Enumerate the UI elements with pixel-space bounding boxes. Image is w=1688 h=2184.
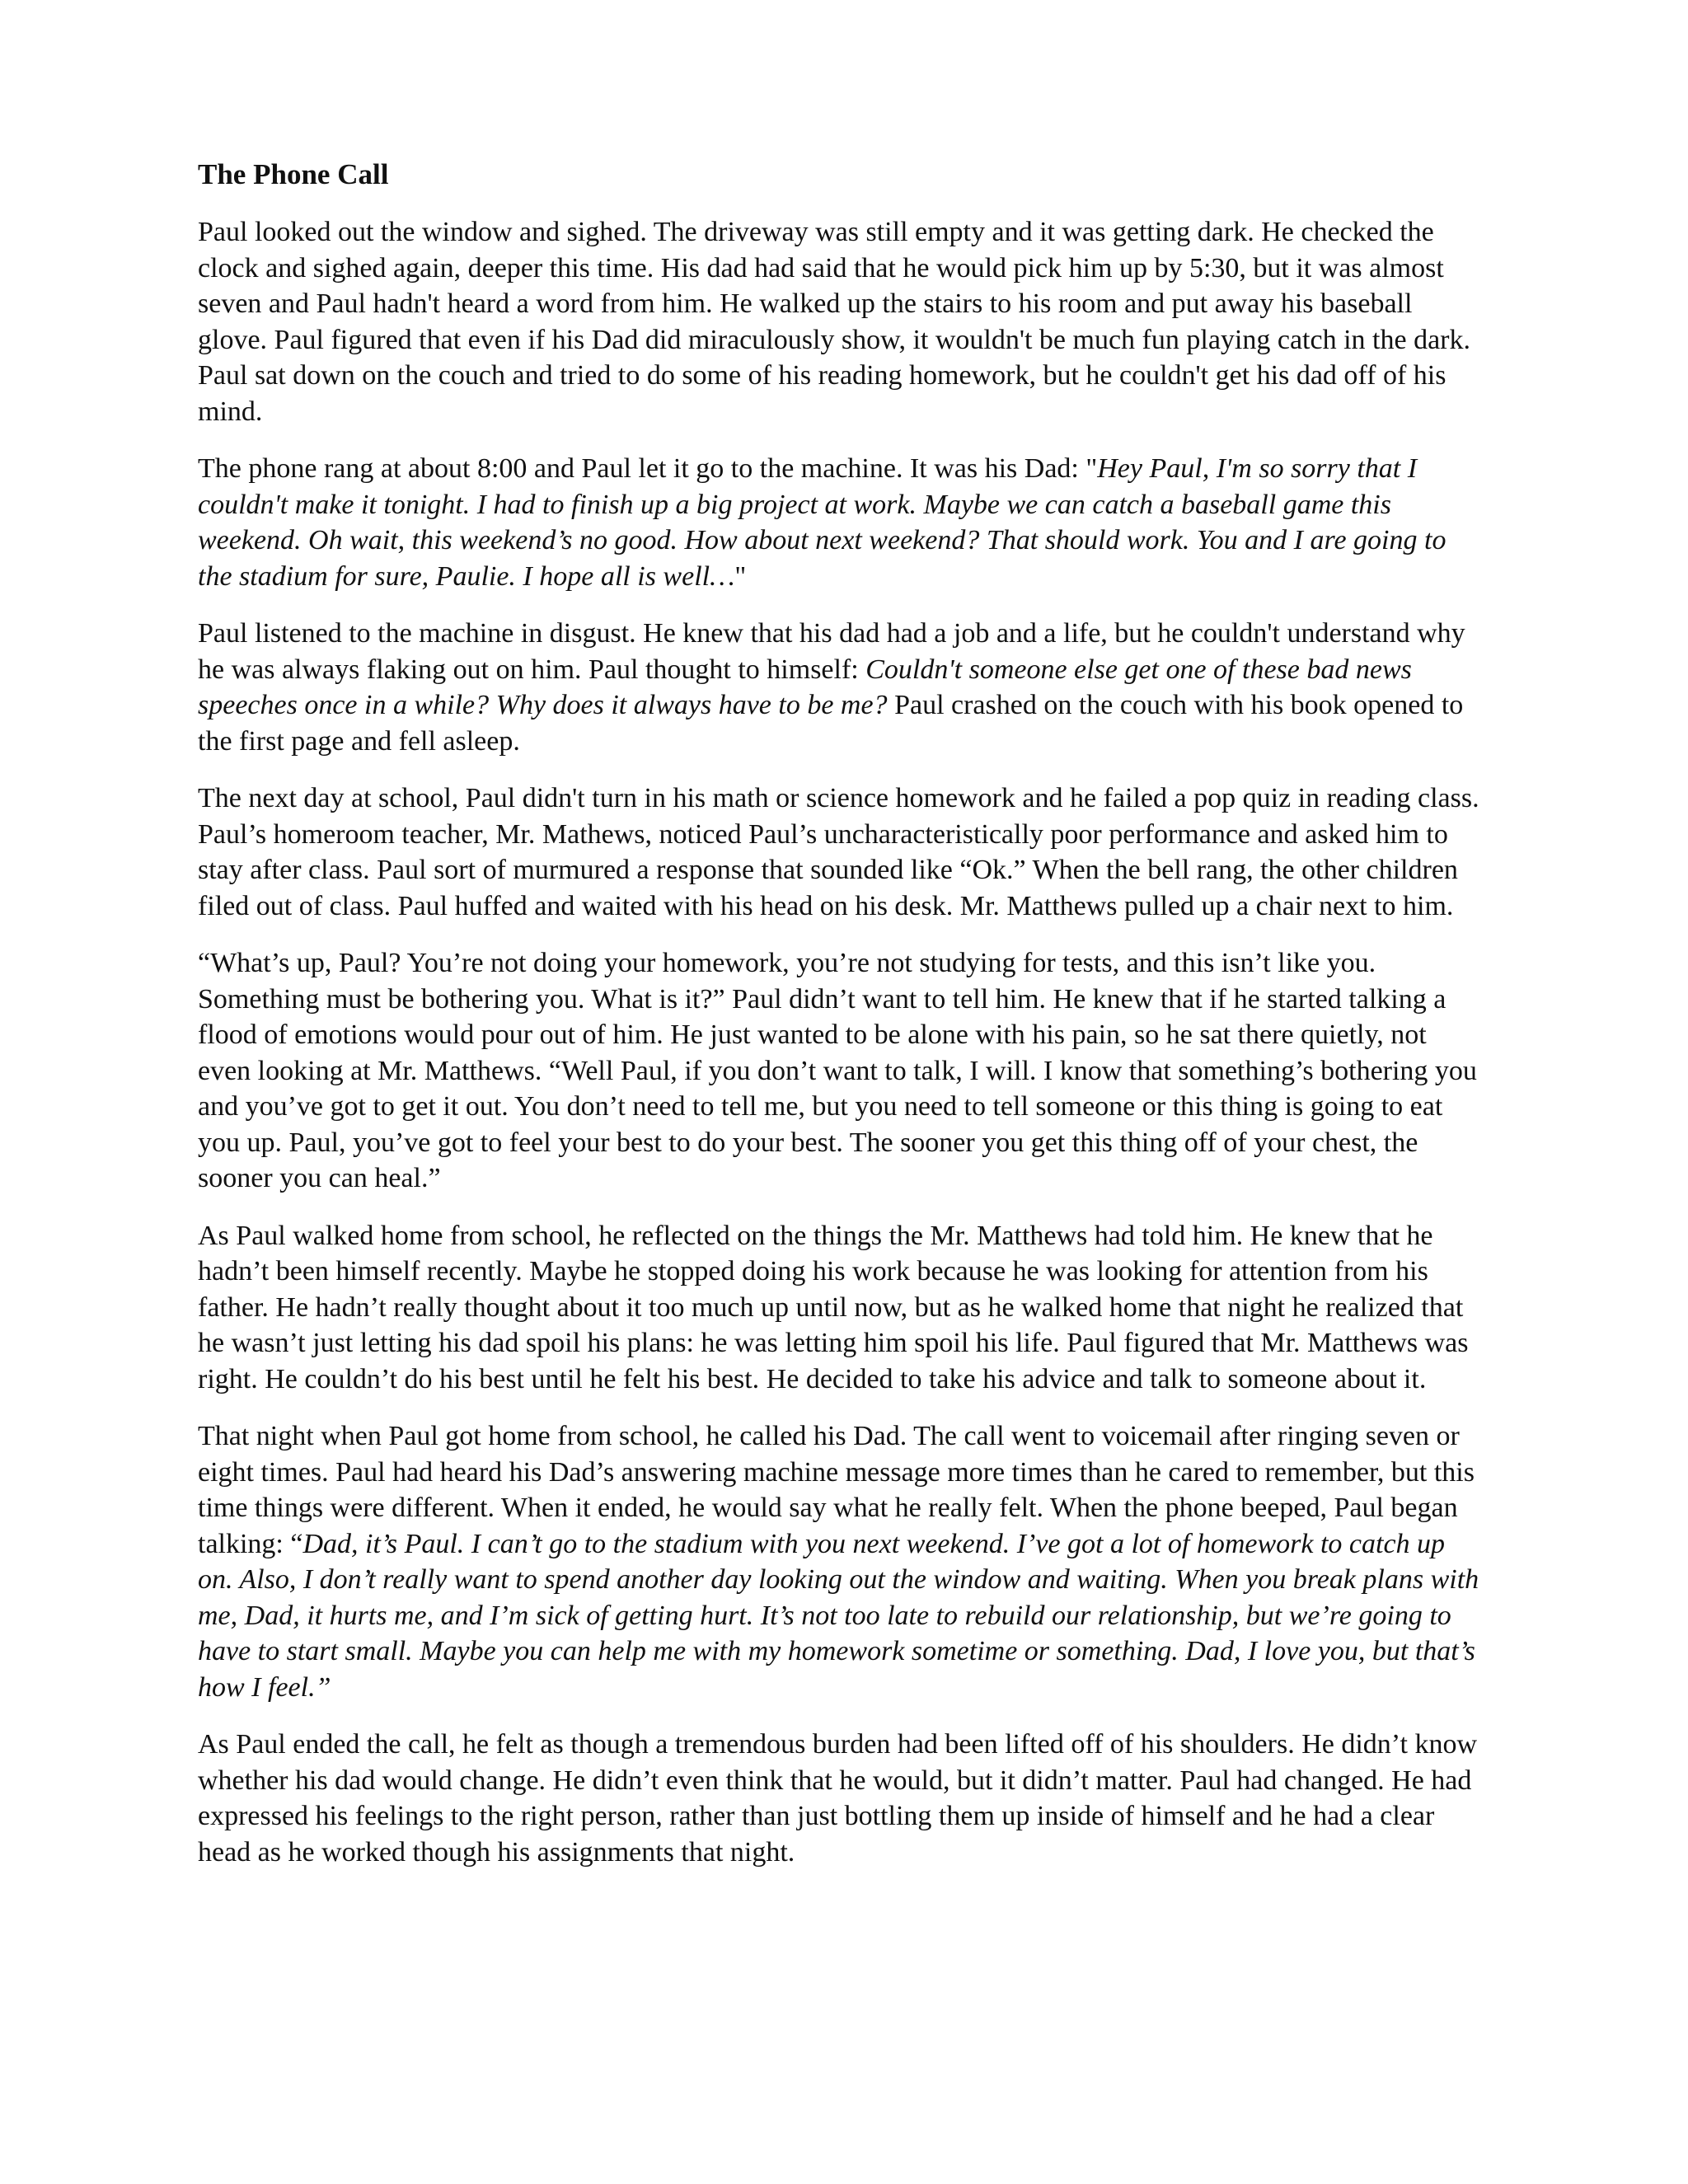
paragraph-text: Paul crashed on the couch with his book opened to the first page and fell asleep. xyxy=(198,690,1464,757)
paragraph-text: The phone rang at about 8:00 and Paul let it go to the machine. It was his Dad: " xyxy=(198,453,1098,484)
document-title: The Phone Call xyxy=(198,158,389,190)
paragraph-text: Paul listened to the machine in disgust. He knew that his dad had a job and a life, but he couldn't understand why he was always flaking out on him. Paul thought to himself: xyxy=(198,618,1465,685)
paragraph-7 xyxy=(198,1418,1484,1705)
paragraph-6 xyxy=(198,1218,1484,1398)
paragraph-text: As Paul ended the call, he felt as though a tremendous burden had been lifted off of his shoulders. He didn’t know whether his dad would change. He didn’t even think that he would, but it didn’t matter. Paul had changed. He had expressed his feelings to the right person, rather than just bottling them up inside of himself and he had a clear head as he worked though his assignments that night. xyxy=(198,1729,1477,1868)
inner-thought: Couldn't someone else get one of these bad news speeches once in a while? Why does it always have to be me? xyxy=(198,654,1412,720)
document-page xyxy=(198,157,1484,1891)
voicemail-quote-dad: Hey Paul, I'm so sorry that I couldn't make it tonight. I had to finish up a big project at work. Maybe we can catch a baseball game this weekend. Oh wait, this weekend’s no good. How about next weekend? That should work. You and I are going to the stadium for sure, Paulie. I hope all is well… xyxy=(198,453,1447,592)
paragraph-1 xyxy=(198,214,1484,429)
paragraph-text: Paul looked out the window and sighed. The driveway was still empty and it was getting dark. He checked the clock and sighed again, deeper this time. His dad had said that he would pick him up by 5:30, but it was almost seven and Paul hadn't heard a word from him. He walked up the stairs to his room and put away his baseball glove. Paul figured that even if his Dad did miraculously show, it wouldn't be much fun playing catch in the dark. Paul sat down on the couch and tried to do some of his reading homework, but he couldn't get his dad off of his mind. xyxy=(198,217,1470,427)
paragraph-text: “What’s up, Paul? You’re not doing your homework, you’re not studying for tests, and this isn’t like you. Something must be bothering you. What is it?” Paul didn’t want to tell him. He knew that if he started talking a flood of emotions would pour out of him. He just wanted to be alone with his pain, so he sat there quietly, not even looking at Mr. Matthews. “Well Paul, if you don’t want to talk, I will. I know that something’s bothering you and you’ve got to get it out. You don’t need to tell me, but you need to tell someone or this thing is going to eat you up. Paul, you’ve got to feel your best to do your best. The sooner you get this thing off of your chest, the sooner you can heal.” xyxy=(198,948,1477,1193)
paragraph-text: " xyxy=(734,560,747,592)
paragraph-8 xyxy=(198,1727,1484,1870)
paragraph-text: As Paul walked home from school, he reflected on the things the Mr. Matthews had told him. He knew that he hadn’t been himself recently. Maybe he stopped doing his work because he was looking for attention from his father. He hadn’t really thought about it too much up until now, but as he walked home that night he realized that he wasn’t just letting his dad spoil his plans: he was letting him spoil his life. Paul figured that Mr. Matthews was right. He couldn’t do his best until he felt his best. He decided to take his advice and talk to someone about it. xyxy=(198,1220,1469,1394)
paragraph-text: That night when Paul got home from school, he called his Dad. The call went to voicemail after ringing seven or eight times. Paul had heard his Dad’s answering machine message more times than he cared to remember, but this time things were different. When it ended, he would say what he really felt. When the phone beeped, Paul began talking: “ xyxy=(198,1421,1475,1559)
paragraph-4 xyxy=(198,780,1484,924)
voicemail-quote-paul: Dad, it’s Paul. I can’t go to the stadium with you next weekend. I’ve got a lot of homework to catch up on. Also, I don’t really want to spend another day looking out the window and waiting. When you break plans with me, Dad, it hurts me, and I’m sick of getting hurt. It’s not too late to rebuild our relationship, but we’re going to have to start small. Maybe you can help me with my homework sometime or something. Dad, I love you, but that’s how I feel.” xyxy=(198,1528,1479,1703)
paragraph-3 xyxy=(198,616,1484,759)
paragraph-5 xyxy=(198,945,1484,1197)
paragraph-2 xyxy=(198,451,1484,594)
paragraph-text: The next day at school, Paul didn't turn in his math or science homework and he failed a pop quiz in reading class. Paul’s homeroom teacher, Mr. Mathews, noticed Paul’s uncharacteristically poor performance and asked him to stay after class. Paul sort of murmured a response that sounded like “Ok.” When the bell rang, the other children filed out of class. Paul huffed and waited with his head on his desk. Mr. Matthews pulled up a chair next to him. xyxy=(198,783,1479,921)
